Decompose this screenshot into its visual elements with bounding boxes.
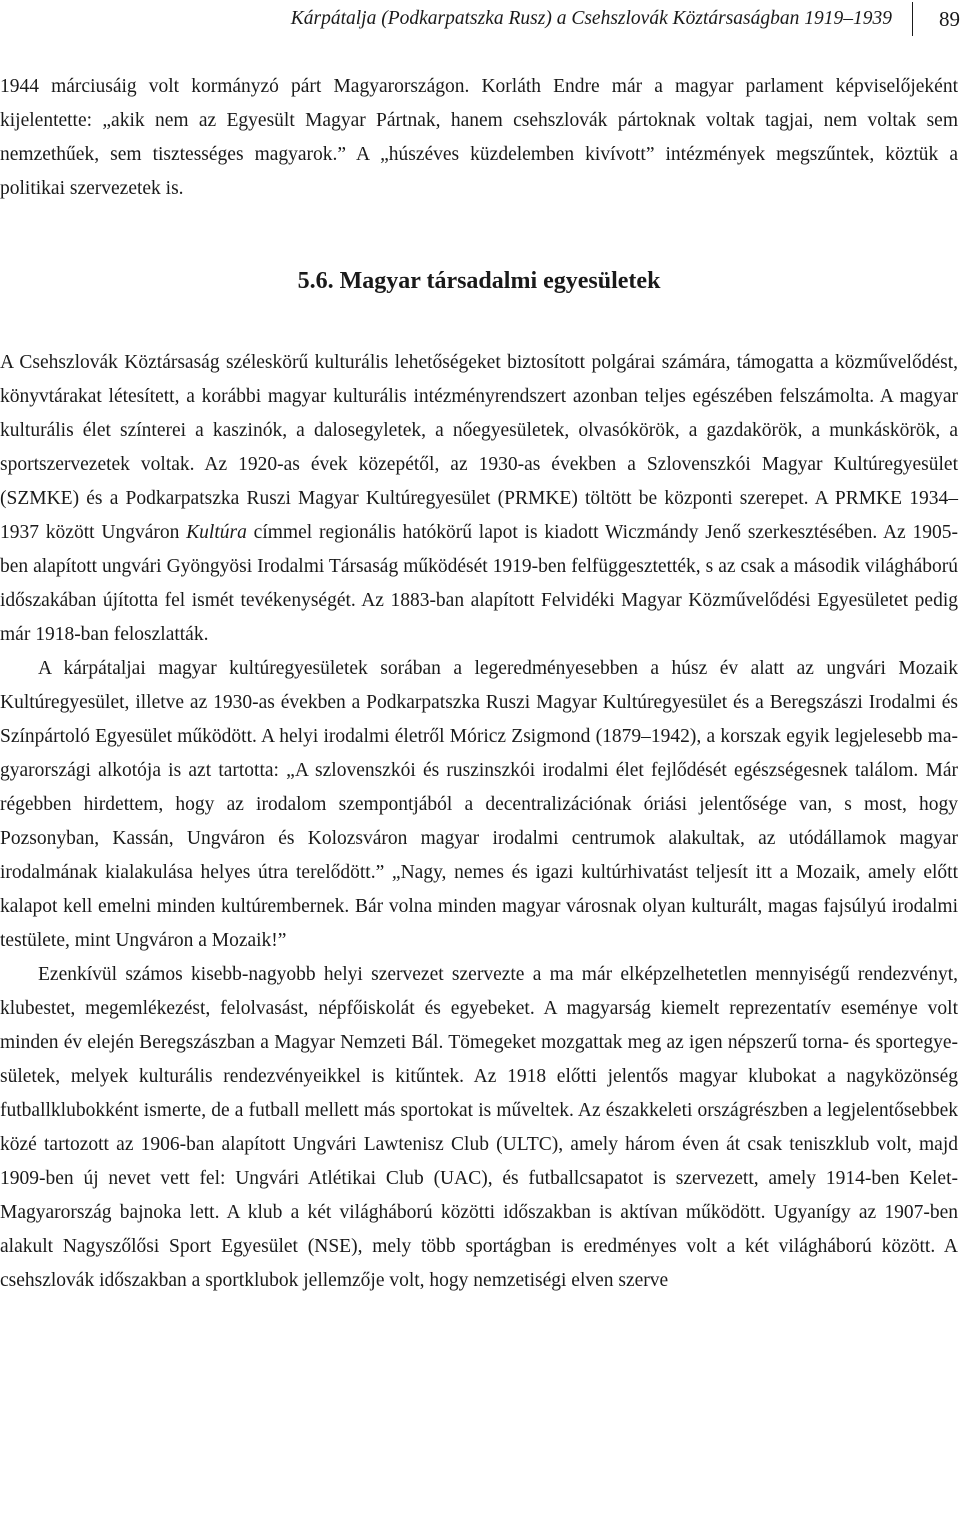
running-header — [0, 2, 960, 36]
body-text — [0, 70, 958, 1298]
paragraph-3: Ezenkívül számos kisebb-nagyobb helyi szervezet szervezte a ma már elképzelhetetlen mennyiségű rendezvényt, klubestet, megemlékezést, felolvasást, népfőiskolát és egyebeket. A magyarság kiemelt reprezentatív eseménye volt minden év elején Beregszászban a Magyar Nemzeti Bál. Tömegeket mozgattak meg az igen népszerű torna- és sportegyesületek, melyek kulturális rendezvényeikkel is kitűntek. Az 1918 előtti jelentős magyar klubokat a nagyközönség futballklubokként ismerte, de a futball mellett más sportokat is műveltek. Az északkeleti országrészben a legjelentősebbek közé tartozott az 1906-ban alapított Ungvári Lawtenisz Club (ULTC), amely három éven át csak teniszklub volt, majd 1909-ben új nevet vett fel: Ungvári Atlétikai Club (UAC), és futballcsapatot is szervezett, amely 1914-ben Kelet-Magyarország bajnoka lett. A klub a két világháború közötti időszakban is aktívan működött. Ugyanígy az 1907-ben alakult Nagyszőlősi Sport Egyesület (NSE), mely több sportágban is eredményes volt a két világháború között. A csehszlovák időszakban a sportklubok jellemzője volt, hogy nemzetiségi elven szerve — [0, 964, 958, 1291]
paragraph-1-part-2: címmel regionális hatókörű lapot is kiadott Wiczmándy Jenő szerkesztésében. Az 1905-ben alapított ungvári Gyöngyösi Irodalmi Társaság működését 1919-ben felfüggesztették, s az csak a második világháború időszakában újította fel ismét tevékenységét. Az 1883-ban alapított Felvidéki Magyar Közművelődési Egyesületet pedig már 1918-ban feloszlatták. — [0, 522, 958, 645]
header-divider — [912, 2, 913, 36]
paragraph-2: A kárpátaljai magyar kultúregyesületek sorában a legeredményesebben a húsz év alatt az ungvári Mozaik Kultúregyesület, illetve az 1930-as években a Podkarpatszka Ruszi Magyar Kultúregyesület és a Beregszászi Irodalmi és Színpártoló Egyesület működött. A helyi irodalmi életről Móricz Zsigmond (1879–1942), a korszak egyik legjelesebb magyarországi alkotója is azt tartotta: „A szlovenszkói és ruszinszkói irodalmi élet fejlődését egészségesnek találom. Már régebben hirdettem, hogy az irodalom szempontjából a decentralizációnak óriási jelentősége van, s most, hogy Pozsonyban, Kassán, Ungváron és Kolozsváron magyar irodalmi centrumok alakultak, az utódállamok magyar irodalmának kialakulása helyes útra terelődött.” „Nagy, nemes és igazi kultúrhivatást teljesít itt a Mozaik, amely előtt kalapot kell emelni minden kultúrembernek. Bár volna minden magyar városnak olyan kulturált, magas fajsúlyú irodalmi testülete, mint Ungváron a Mozaik!” — [0, 658, 958, 951]
section-heading: 5.6. Magyar társadalmi egyesületek — [297, 268, 661, 294]
paragraph-1 — [0, 346, 958, 652]
paragraph-1-part-1: A Csehszlovák Köztársaság széleskörű kulturális lehetőségeket biztosított polgárai számára, támogatta a közművelődést, könyvtárakat létesített, a korábbi magyar kulturális intézményrendszert azonban teljes egészében felszámolta. A magyar kulturális élet színterei a kaszinók, a dalosegyletek, a nőegyesületek, olvasókörök, a gazdakörök, a munkáskörök, a sportszervezetek voltak. Az 1920-as évek közepétől, az 1930-as években a Szlovenszkói Magyar Kultúregyesület (SZMKE) és a Podkarpatszka Ruszi Magyar Kultúregyesület (PRMKE) töltött be központi szerepet. A PRMKE 1934–1937 között Ungváron — [0, 352, 958, 543]
running-header-title: Kárpátalja (Podkarpatszka Rusz) a Csehszlovák Köztársaságban 1919–1939 — [290, 8, 892, 29]
journal-title-kultura: Kultúra — [186, 522, 247, 543]
continued-paragraph: 1944 márciusáig volt kormányzó párt Magyarországon. Korláth Endre már a magyar parlament képviselőjeként kijelentette: „akik nem az Egyesült Magyar Pártnak, hanem csehszlovák pártoknak voltak tagjai, nem voltak sem nemzethűek, sem tisztességes magyarok.” A „húszéves küzdelemben kivívott” intézmények megszűntek, köztük a politikai szervezetek is. — [0, 76, 958, 199]
page-number: 89 — [939, 7, 960, 31]
